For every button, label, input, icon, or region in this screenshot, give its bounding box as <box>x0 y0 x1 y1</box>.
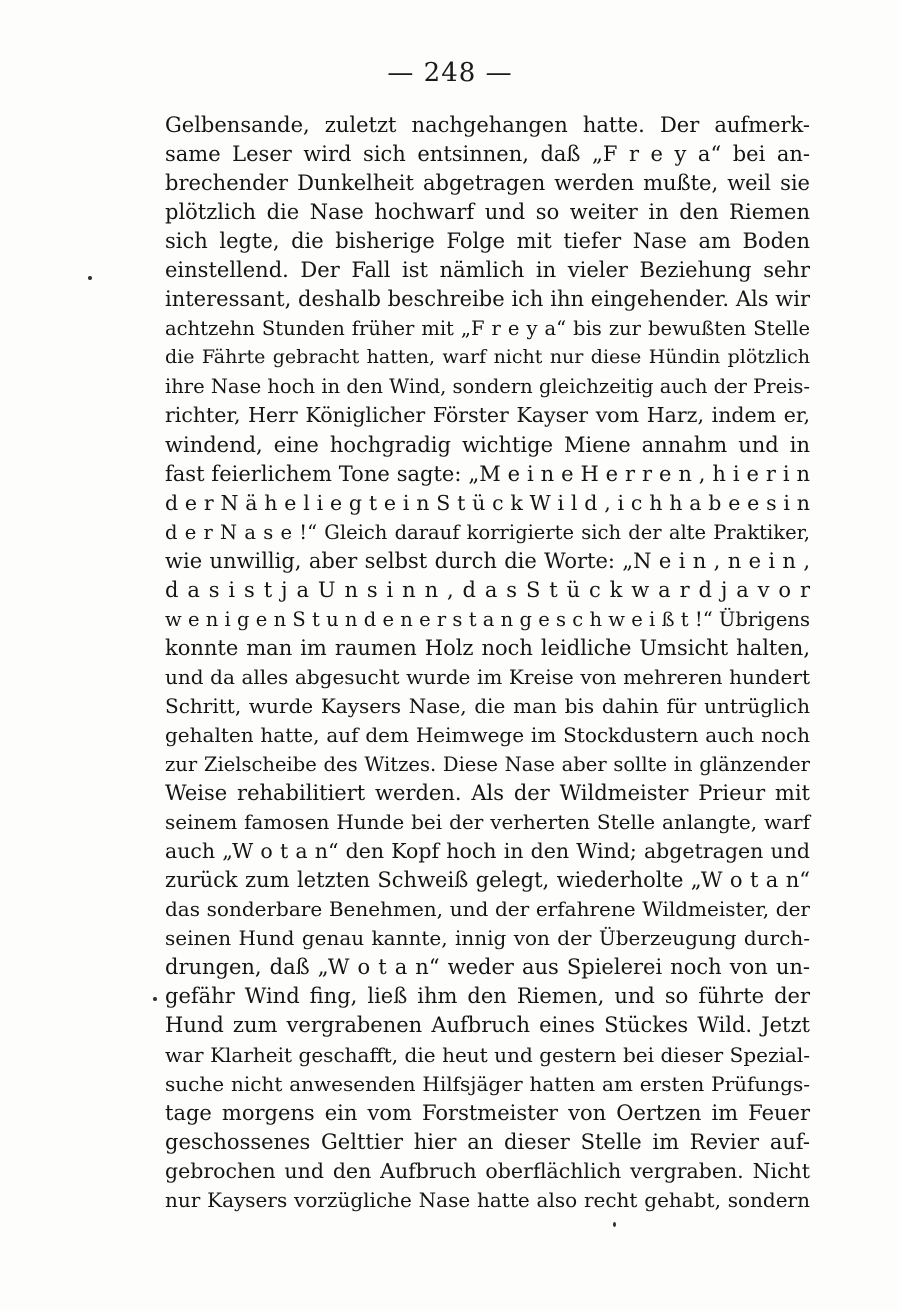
text-line: richter, Herr Königlicher Förster Kayser vom Harz, indem er, <box>165 403 810 428</box>
text-line: gefähr Wind fing, ließ ihm den Riemen, und so führte der <box>165 984 810 1009</box>
text-line: das sonderbare Benehmen, und der erfahrene Wildmeister, der <box>165 897 810 922</box>
print-speck <box>88 276 92 280</box>
text-line: d e r N ä h e l i e g t e i n S t ü c k W i l d , i c h h a b e e s i n <box>165 490 810 515</box>
text-line: d a s i s t j a U n s i n n , d a s S t ü c k w a r d j a v o r <box>165 577 810 602</box>
text-line: fast feierlichem Tone sagte: „M e i n e H e r r e n , h i e r i n <box>165 461 810 486</box>
text-line: interessant, deshalb beschreibe ich ihn eingehender. Als wir <box>165 287 810 312</box>
page-number: — 248 — <box>387 58 513 88</box>
text-line: auch „W o t a n“ den Kopf hoch in den Wind; abgetragen und <box>165 839 810 864</box>
text-line: windend, eine hochgradig wichtige Miene annahm und in <box>165 432 810 457</box>
text-line: gehalten hatte, auf dem Heimwege im Stockdustern auch noch <box>165 722 810 747</box>
text-line: achtzehn Stunden früher mit „F r e y a“ bis zur bewußten Stelle <box>165 317 810 341</box>
text-line: ihre Nase hoch in den Wind, sondern gleichzeitig auch der Preis- <box>165 375 810 399</box>
text-line: zur Zielscheibe des Witzes. Diese Nase aber sollte in glänzender <box>165 753 810 777</box>
text-line: gebrochen und den Aufbruch oberflächlich vergraben. Nicht <box>165 1158 810 1183</box>
text-line: brechender Dunkelheit abgetragen werden mußte, weil sie <box>165 171 810 196</box>
text-line: same Leser wird sich entsinnen, daß „F r e y a“ bei an- <box>165 142 810 167</box>
text-line: drungen, daß „W o t a n“ weder aus Spielerei noch von un- <box>165 955 810 980</box>
text-line: Weise rehabilitiert werden. Als der Wildmeister Prieur mit <box>165 781 810 806</box>
print-speck <box>613 1222 616 1227</box>
text-line: wie unwillig, aber selbst durch die Worte: „N e i n , n e i n , <box>165 548 810 573</box>
text-line: Gelbensande, zuletzt nachgehangen hatte. Der aufmerk- <box>165 113 810 137</box>
text-line: seinen Hund genau kannte, innig von der Überzeugung durch- <box>165 926 810 951</box>
text-line: Schritt, wurde Kaysers Nase, die man bis dahin für untrüglich <box>165 693 810 718</box>
text-line: die Fährte gebracht hatten, warf nicht nur diese Hündin plötzlich <box>165 346 810 369</box>
text-line: sich legte, die bisherige Folge mit tiefer Nase am Boden <box>165 229 810 254</box>
text-line: nur Kaysers vorzügliche Nase hatte also recht gehabt, sondern <box>165 1187 810 1212</box>
text-line: einstellend. Der Fall ist nämlich in vieler Beziehung sehr <box>165 258 810 283</box>
body-text <box>165 111 810 1215</box>
text-line: geschossenes Gelttier hier an dieser Stelle im Revier auf- <box>165 1129 810 1154</box>
text-line: tage morgens ein vom Forstmeister von Oertzen im Feuer <box>165 1100 810 1125</box>
text-line: war Klarheit geschafft, die heut und gestern bei dieser Spezial- <box>165 1042 810 1067</box>
text-line: zurück zum letzten Schweiß gelegt, wiederholte „W o t a n“ <box>165 868 810 893</box>
text-line: konnte man im raumen Holz noch leidliche Umsicht halten, <box>165 635 810 660</box>
text-line: d e r N a s e !“ Gleich darauf korrigierte sich der alte Praktiker, <box>165 520 810 544</box>
text-line: und da alles abgesucht wurde im Kreise von mehreren hundert <box>165 664 810 689</box>
text-line: Hund zum vergrabenen Aufbruch eines Stückes Wild. Jetzt <box>165 1013 810 1038</box>
text-line: plötzlich die Nase hochwarf und so weiter in den Riemen <box>165 200 810 225</box>
text-line: suche nicht anwesenden Hilfsjäger hatten am ersten Prüfungs- <box>165 1071 810 1096</box>
text-line: seinem famosen Hunde bei der verherten Stelle anlangte, warf <box>165 810 810 835</box>
text-line: w e n i g e n S t u n d e n e r s t a n g e s c h w e i ß t !“ Übrigens <box>165 607 810 631</box>
print-speck <box>153 997 157 1001</box>
